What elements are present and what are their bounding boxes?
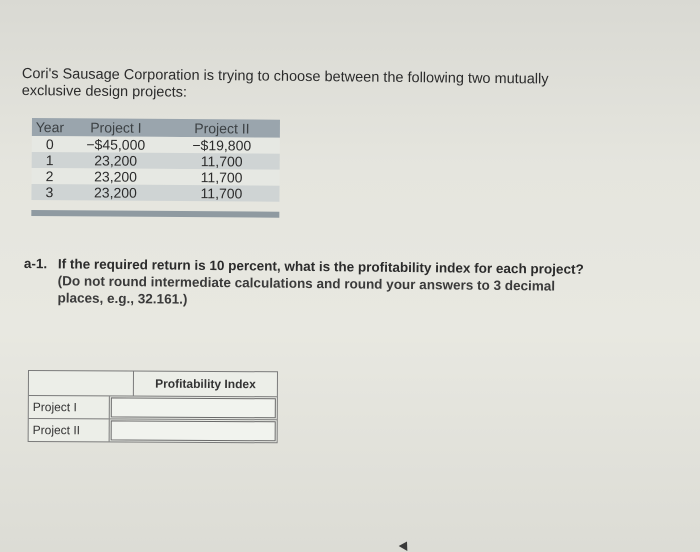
- problem-statement-line-1: Cori's Sausage Corporation is trying to choose between the following two mutually: [21, 66, 549, 88]
- mouse-cursor-icon: [399, 539, 412, 551]
- project-1-cell: 23,200: [94, 184, 137, 201]
- table-row: [32, 152, 280, 170]
- table-row: [32, 168, 280, 186]
- rounding-instruction-line-1: (Do not round intermediate calculations and round your answers to 3 decimal: [57, 273, 556, 294]
- question-a1: [23, 255, 644, 312]
- project-2-pi-input[interactable]: [111, 420, 276, 441]
- profitability-index-table: [28, 370, 278, 443]
- project-1-cell: −$45,000: [86, 136, 146, 153]
- rounding-instruction-line-2: places, e.g., 32.161.): [57, 290, 188, 307]
- project-1-cell: 23,200: [94, 152, 138, 169]
- header-year: Year: [35, 119, 65, 136]
- table-row: [32, 136, 280, 154]
- header-profitability-index: Profitability Index: [155, 376, 256, 392]
- row-label-project-2: Project II: [29, 419, 110, 441]
- header-blank-cell: [29, 371, 134, 396]
- question-text: If the required return is 10 percent, what is the profitability index for each project?: [57, 256, 584, 277]
- year-cell: 0: [45, 136, 54, 153]
- project-2-cell: 11,700: [200, 169, 243, 186]
- cash-flow-table: [31, 118, 280, 218]
- year-cell: 1: [45, 152, 54, 169]
- project-2-cell: −$19,800: [192, 137, 252, 154]
- problem-statement-line-2: exclusive design projects:: [21, 82, 188, 101]
- project-2-cell: 11,700: [200, 185, 243, 202]
- cash-flow-header-row: [32, 118, 280, 138]
- project-1-cell: 23,200: [94, 168, 138, 185]
- problem-statement: [22, 66, 662, 107]
- answer-row-project-1: [29, 396, 277, 420]
- answer-row-project-2: [29, 419, 277, 442]
- project-1-pi-input[interactable]: [111, 397, 276, 418]
- project-2-cell: 11,700: [200, 153, 243, 170]
- header-project-2: Project II: [194, 120, 250, 137]
- table-footer-bar: [31, 210, 279, 218]
- year-cell: 2: [45, 168, 54, 185]
- table-row: [31, 184, 279, 202]
- question-label: a-1.: [23, 255, 48, 272]
- row-label-project-1: Project I: [29, 396, 110, 418]
- header-project-1: Project I: [90, 119, 142, 136]
- answer-header-row: [29, 371, 277, 397]
- year-cell: 3: [45, 184, 54, 201]
